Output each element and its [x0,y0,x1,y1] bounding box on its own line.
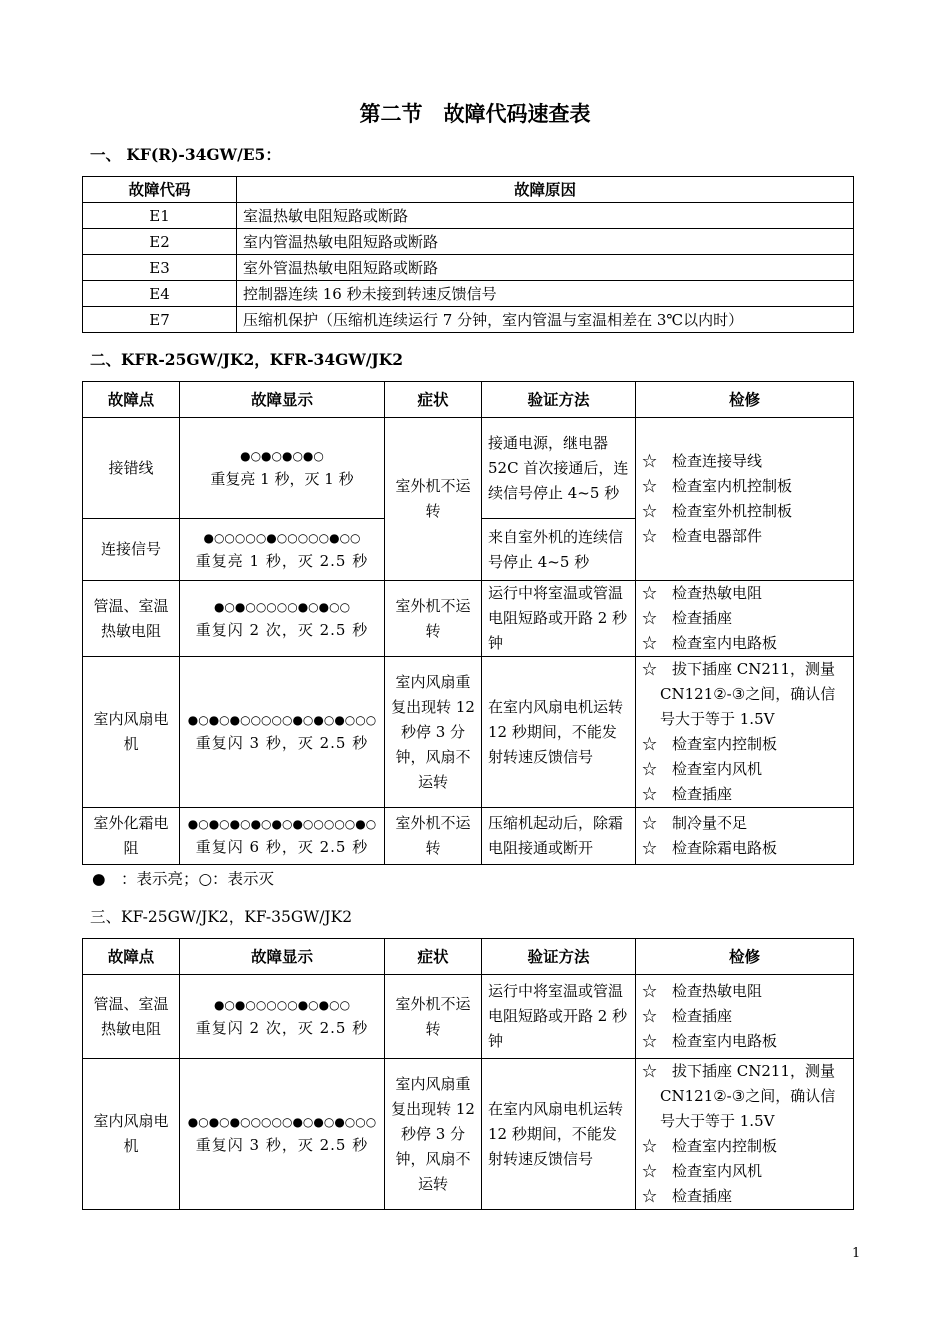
verify-method: 接通电源，继电器 52C 首次接通后，连续信号停止 4~5 秒 [482,418,636,519]
header-verify-method: 验证方法 [482,939,636,975]
led-dot-pattern: ●○○○○○●○○○○○●○○ [203,530,361,545]
blink-description: 重复闪 2 次，灭 2.5 秒 [195,620,369,639]
fault-point: 管温、室温热敏电阻 [83,581,180,657]
blink-description: 重复闪 2 次，灭 2.5 秒 [195,1018,369,1037]
check-item: ☆ 检查插座 [642,1187,733,1205]
fault-code: E3 [83,255,237,281]
blink-description: 重复亮 1 秒，灭 2.5 秒 [195,551,369,570]
symptom: 室内风扇重复出现转 12 秒停 3 分钟，风扇不运转 [385,657,482,808]
table-row [83,581,854,657]
fault-reason: 室内管温热敏电阻短路或断路 [237,229,854,255]
symptom: 室外机不运转 [385,418,482,581]
fault-point: 室外化霜电阻 [83,808,180,865]
table-row [83,255,854,281]
check-item: ☆ 检查室内机控制板 [642,477,793,495]
check-item: ☆ 检查除霜电路板 [642,839,778,857]
fault-code: E4 [83,281,237,307]
fault-code: E7 [83,307,237,333]
header-symptom: 症状 [385,382,482,418]
header-fault-point: 故障点 [83,382,180,418]
fault-display [180,581,385,657]
page-number: 1 [852,1246,861,1261]
check-item: ☆ 检查室内电路板 [642,1032,778,1050]
table-row [83,281,854,307]
header-symptom: 症状 [385,939,482,975]
check-item: ☆ 检查室内电路板 [642,634,778,652]
repair-checklist [636,808,854,865]
section2-heading: 二、KFR-25GW/JK2，KFR-34GW/JK2 [90,350,404,369]
check-item: ☆ 检查热敏电阻 [642,982,763,1000]
header-repair: 检修 [636,382,854,418]
fault-point: 管温、室温热敏电阻 [83,975,180,1059]
led-legend: ● ：表示亮；○：表示灭 [92,870,275,888]
fault-display [180,1059,385,1210]
check-item: ☆ 检查热敏电阻 [642,584,763,602]
section3-heading: 三、KF-25GW/JK2，KF-35GW/JK2 [90,908,353,926]
led-dot-pattern: ●○●○○○○○●○●○○ [213,997,351,1012]
check-item: ☆ 拔下插座 CN211，测量 CN121②-③之间，确认信号大于等于 1.5V [642,660,836,728]
verify-method: 运行中将室温或管温电阻短路或开路 2 秒钟 [482,975,636,1059]
symptom: 室外机不运转 [385,975,482,1059]
fault-display-table-2 [82,381,854,865]
table-row [83,1059,854,1210]
check-item: ☆ 检查室内风机 [642,1162,763,1180]
check-item: ☆ 检查室内控制板 [642,735,778,753]
check-item: ☆ 制冷量不足 [642,814,748,832]
table-header-row [83,382,854,418]
blink-description: 重复亮 1 秒，灭 1 秒 [210,470,354,488]
check-item: ☆ 检查室外机控制板 [642,502,793,520]
blink-description: 重复闪 6 秒，灭 2.5 秒 [195,838,369,856]
table-row [83,418,854,519]
verify-method: 在室内风扇电机运转 12 秒期间，不能发射转速反馈信号 [482,1059,636,1210]
header-verify-method: 验证方法 [482,382,636,418]
fault-reason: 室温热敏电阻短路或断路 [237,203,854,229]
fault-code-table-1 [82,176,854,333]
fault-display [180,519,385,581]
table-row [83,203,854,229]
section1-heading: 一、 KF(R)-34GW/E5： [90,145,281,164]
led-dot-pattern: ●○●○●○●○ [240,449,324,463]
led-dot-pattern: ●○●○○○○○●○●○○ [213,599,351,614]
fault-reason: 压缩机保护（压缩机连续运行 7 分钟，室内管温与室温相差在 3℃以内时） [237,307,854,333]
verify-method: 来自室外机的连续信号停止 4~5 秒 [482,519,636,581]
blink-description: 重复闪 3 秒，灭 2.5 秒 [195,1136,369,1154]
fault-point: 室内风扇电机 [83,1059,180,1210]
header-fault-display: 故障显示 [180,939,385,975]
fault-display [180,808,385,865]
fault-code: E1 [83,203,237,229]
fault-display [180,418,385,519]
fault-point: 室内风扇电机 [83,657,180,808]
fault-code: E2 [83,229,237,255]
fault-display-table-3 [82,938,854,1210]
check-item: ☆ 检查室内风机 [642,760,763,778]
repair-checklist [636,975,854,1059]
repair-checklist [636,581,854,657]
blink-description: 重复闪 3 秒，灭 2.5 秒 [195,734,369,752]
led-dot-pattern: ●○●○●○○○○○●○●○●○○○ [187,1115,377,1129]
led-dot-pattern: ●○●○●○○○○○●○●○●○○○ [187,713,377,727]
symptom: 室外机不运转 [385,581,482,657]
header-fault-display: 故障显示 [180,382,385,418]
fault-display [180,657,385,808]
check-item: ☆ 检查插座 [642,785,733,803]
table-row [83,808,854,865]
verify-method: 运行中将室温或管温电阻短路或开路 2 秒钟 [482,581,636,657]
verify-method: 压缩机起动后，除霜电阻接通或断开 [482,808,636,865]
led-dot-pattern: ●○●○●○●○●○●○○○○○●○ [187,817,377,831]
repair-checklist [636,657,854,808]
table-header-row [83,177,854,203]
repair-checklist [636,418,854,581]
symptom: 室内风扇重复出现转 12 秒停 3 分钟，风扇不运转 [385,1059,482,1210]
fault-reason: 控制器连续 16 秒未接到转速反馈信号 [237,281,854,307]
header-fault-point: 故障点 [83,939,180,975]
symptom: 室外机不运转 [385,808,482,865]
table-row [83,229,854,255]
check-item: ☆ 检查电器部件 [642,527,763,545]
check-item: ☆ 检查插座 [642,609,733,627]
fault-point: 接错线 [83,418,180,519]
check-item: ☆ 拔下插座 CN211，测量 CN121②-③之间，确认信号大于等于 1.5V [642,1062,836,1130]
header-repair: 检修 [636,939,854,975]
table-header-row [83,939,854,975]
repair-checklist [636,1059,854,1210]
header-fault-code: 故障代码 [83,177,237,203]
check-item: ☆ 检查连接导线 [642,452,763,470]
table-row [83,657,854,808]
check-item: ☆ 检查室内控制板 [642,1137,778,1155]
fault-display [180,975,385,1059]
page-title: 第二节 故障代码速查表 [359,101,591,126]
table-row [83,307,854,333]
verify-method: 在室内风扇电机运转 12 秒期间，不能发射转速反馈信号 [482,657,636,808]
fault-point: 连接信号 [83,519,180,581]
fault-reason: 室外管温热敏电阻短路或断路 [237,255,854,281]
check-item: ☆ 检查插座 [642,1007,733,1025]
table-row [83,975,854,1059]
header-fault-reason: 故障原因 [237,177,854,203]
